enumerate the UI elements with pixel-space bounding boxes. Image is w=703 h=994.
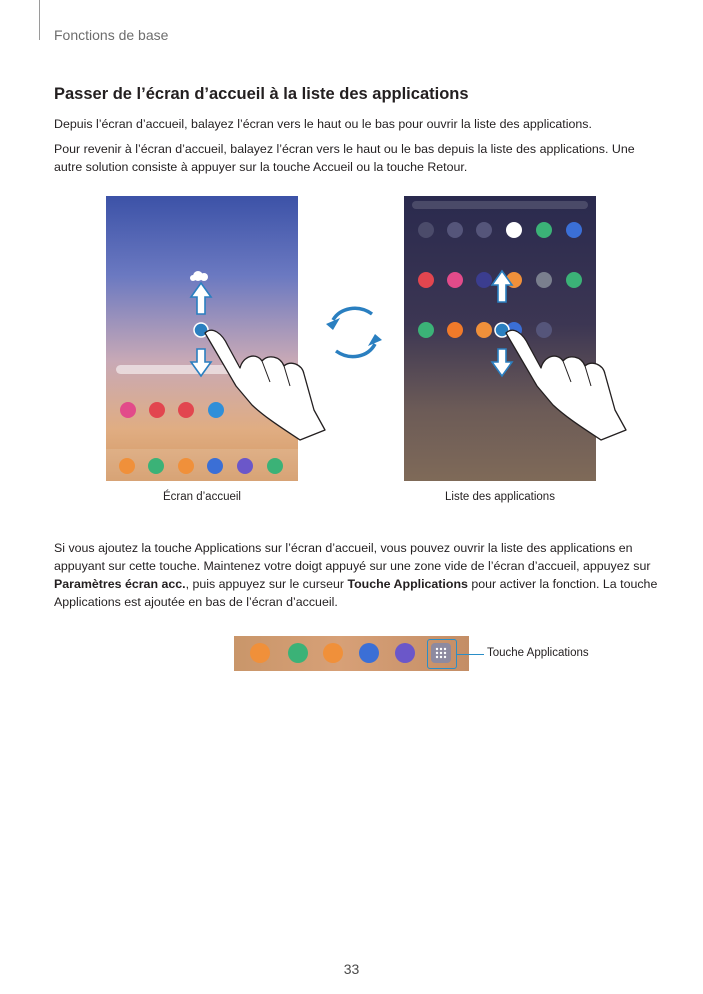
apps-screen-illustration <box>404 196 596 481</box>
paragraph-1: Depuis l’écran d’accueil, balayez l’écran vers le haut ou le bas pour ouvrir la liste des applications. <box>54 117 592 131</box>
home-screen-illustration <box>106 196 298 481</box>
camera-app-icon <box>418 272 434 288</box>
gallery-app-icon <box>267 458 283 474</box>
folder-app-icon <box>250 643 270 663</box>
phone-app-icon <box>288 643 308 663</box>
gallery-app-icon <box>566 272 582 288</box>
contacts-app-icon <box>178 458 194 474</box>
paragraph-3-text: Si vous ajoutez la touche Applications sur l’écran d’accueil, vous pouvez ouvrir la liste des applications en appuyant sur cette touche. Maintenez votre doigt appuyé sur une zone vide de l’écran d’accueil, appuyez sur <box>54 541 651 573</box>
paragraph-3 <box>54 539 664 611</box>
contacts-app-icon <box>323 643 343 663</box>
paragraph-2: Pour revenir à l’écran d’accueil, balayez l’écran vers le haut ou le bas depuis la liste des applications. Une autre solution consiste à appuyer sur la touche Accueil ou la touche Retour. <box>54 142 635 174</box>
cloud-app-icon <box>208 402 224 418</box>
folder-app-icon <box>447 222 463 238</box>
internet-app-icon <box>395 643 415 663</box>
play-movies-icon <box>447 322 463 338</box>
flower-app-icon <box>120 402 136 418</box>
email-app-icon <box>178 402 194 418</box>
calculator-app-icon <box>418 322 434 338</box>
internet-app-icon <box>506 322 522 338</box>
notes-app-icon <box>476 322 492 338</box>
section-title: Passer de l’écran d’accueil à la liste des applications <box>54 85 469 103</box>
side-rule <box>39 0 40 40</box>
home-settings-term: Paramètres écran acc. <box>54 577 186 591</box>
messages-app-icon <box>566 222 582 238</box>
apps-button-callout: Touche Applications <box>487 647 589 659</box>
camera-app-icon <box>149 402 165 418</box>
flower-app-icon <box>447 272 463 288</box>
internet-app-icon <box>237 458 253 474</box>
apps-button-highlight <box>427 639 457 669</box>
contacts-app-icon <box>506 272 522 288</box>
paragraph-3-text: , puis appuyez sur le curseur <box>185 577 348 591</box>
cycle-arrows-icon <box>326 308 382 356</box>
folder-app-icon <box>119 458 135 474</box>
clock-app-icon <box>476 272 492 288</box>
apps-button-term: Touche Applications <box>347 577 468 591</box>
phone-app-icon <box>148 458 164 474</box>
folder-app-icon <box>476 222 492 238</box>
folder-app-icon <box>418 222 434 238</box>
home-search-bar <box>116 365 266 374</box>
running-header: Fonctions de base <box>54 27 169 43</box>
tools-app-icon <box>536 322 552 338</box>
paragraph-3-text: pour activer la fonction. La touche Applications est ajoutée en bas de l’écran d’accueil. <box>54 577 658 609</box>
play-store-icon <box>506 222 522 238</box>
messages-app-icon <box>207 458 223 474</box>
apps-search-bar <box>412 201 588 209</box>
phone-app-icon <box>536 222 552 238</box>
settings-app-icon <box>536 272 552 288</box>
callout-leader-line <box>456 654 484 655</box>
home-screen-caption: Écran d’accueil <box>163 491 241 503</box>
apps-list-caption: Liste des applications <box>445 491 555 503</box>
messages-app-icon <box>359 643 379 663</box>
page-number: 33 <box>343 961 360 977</box>
